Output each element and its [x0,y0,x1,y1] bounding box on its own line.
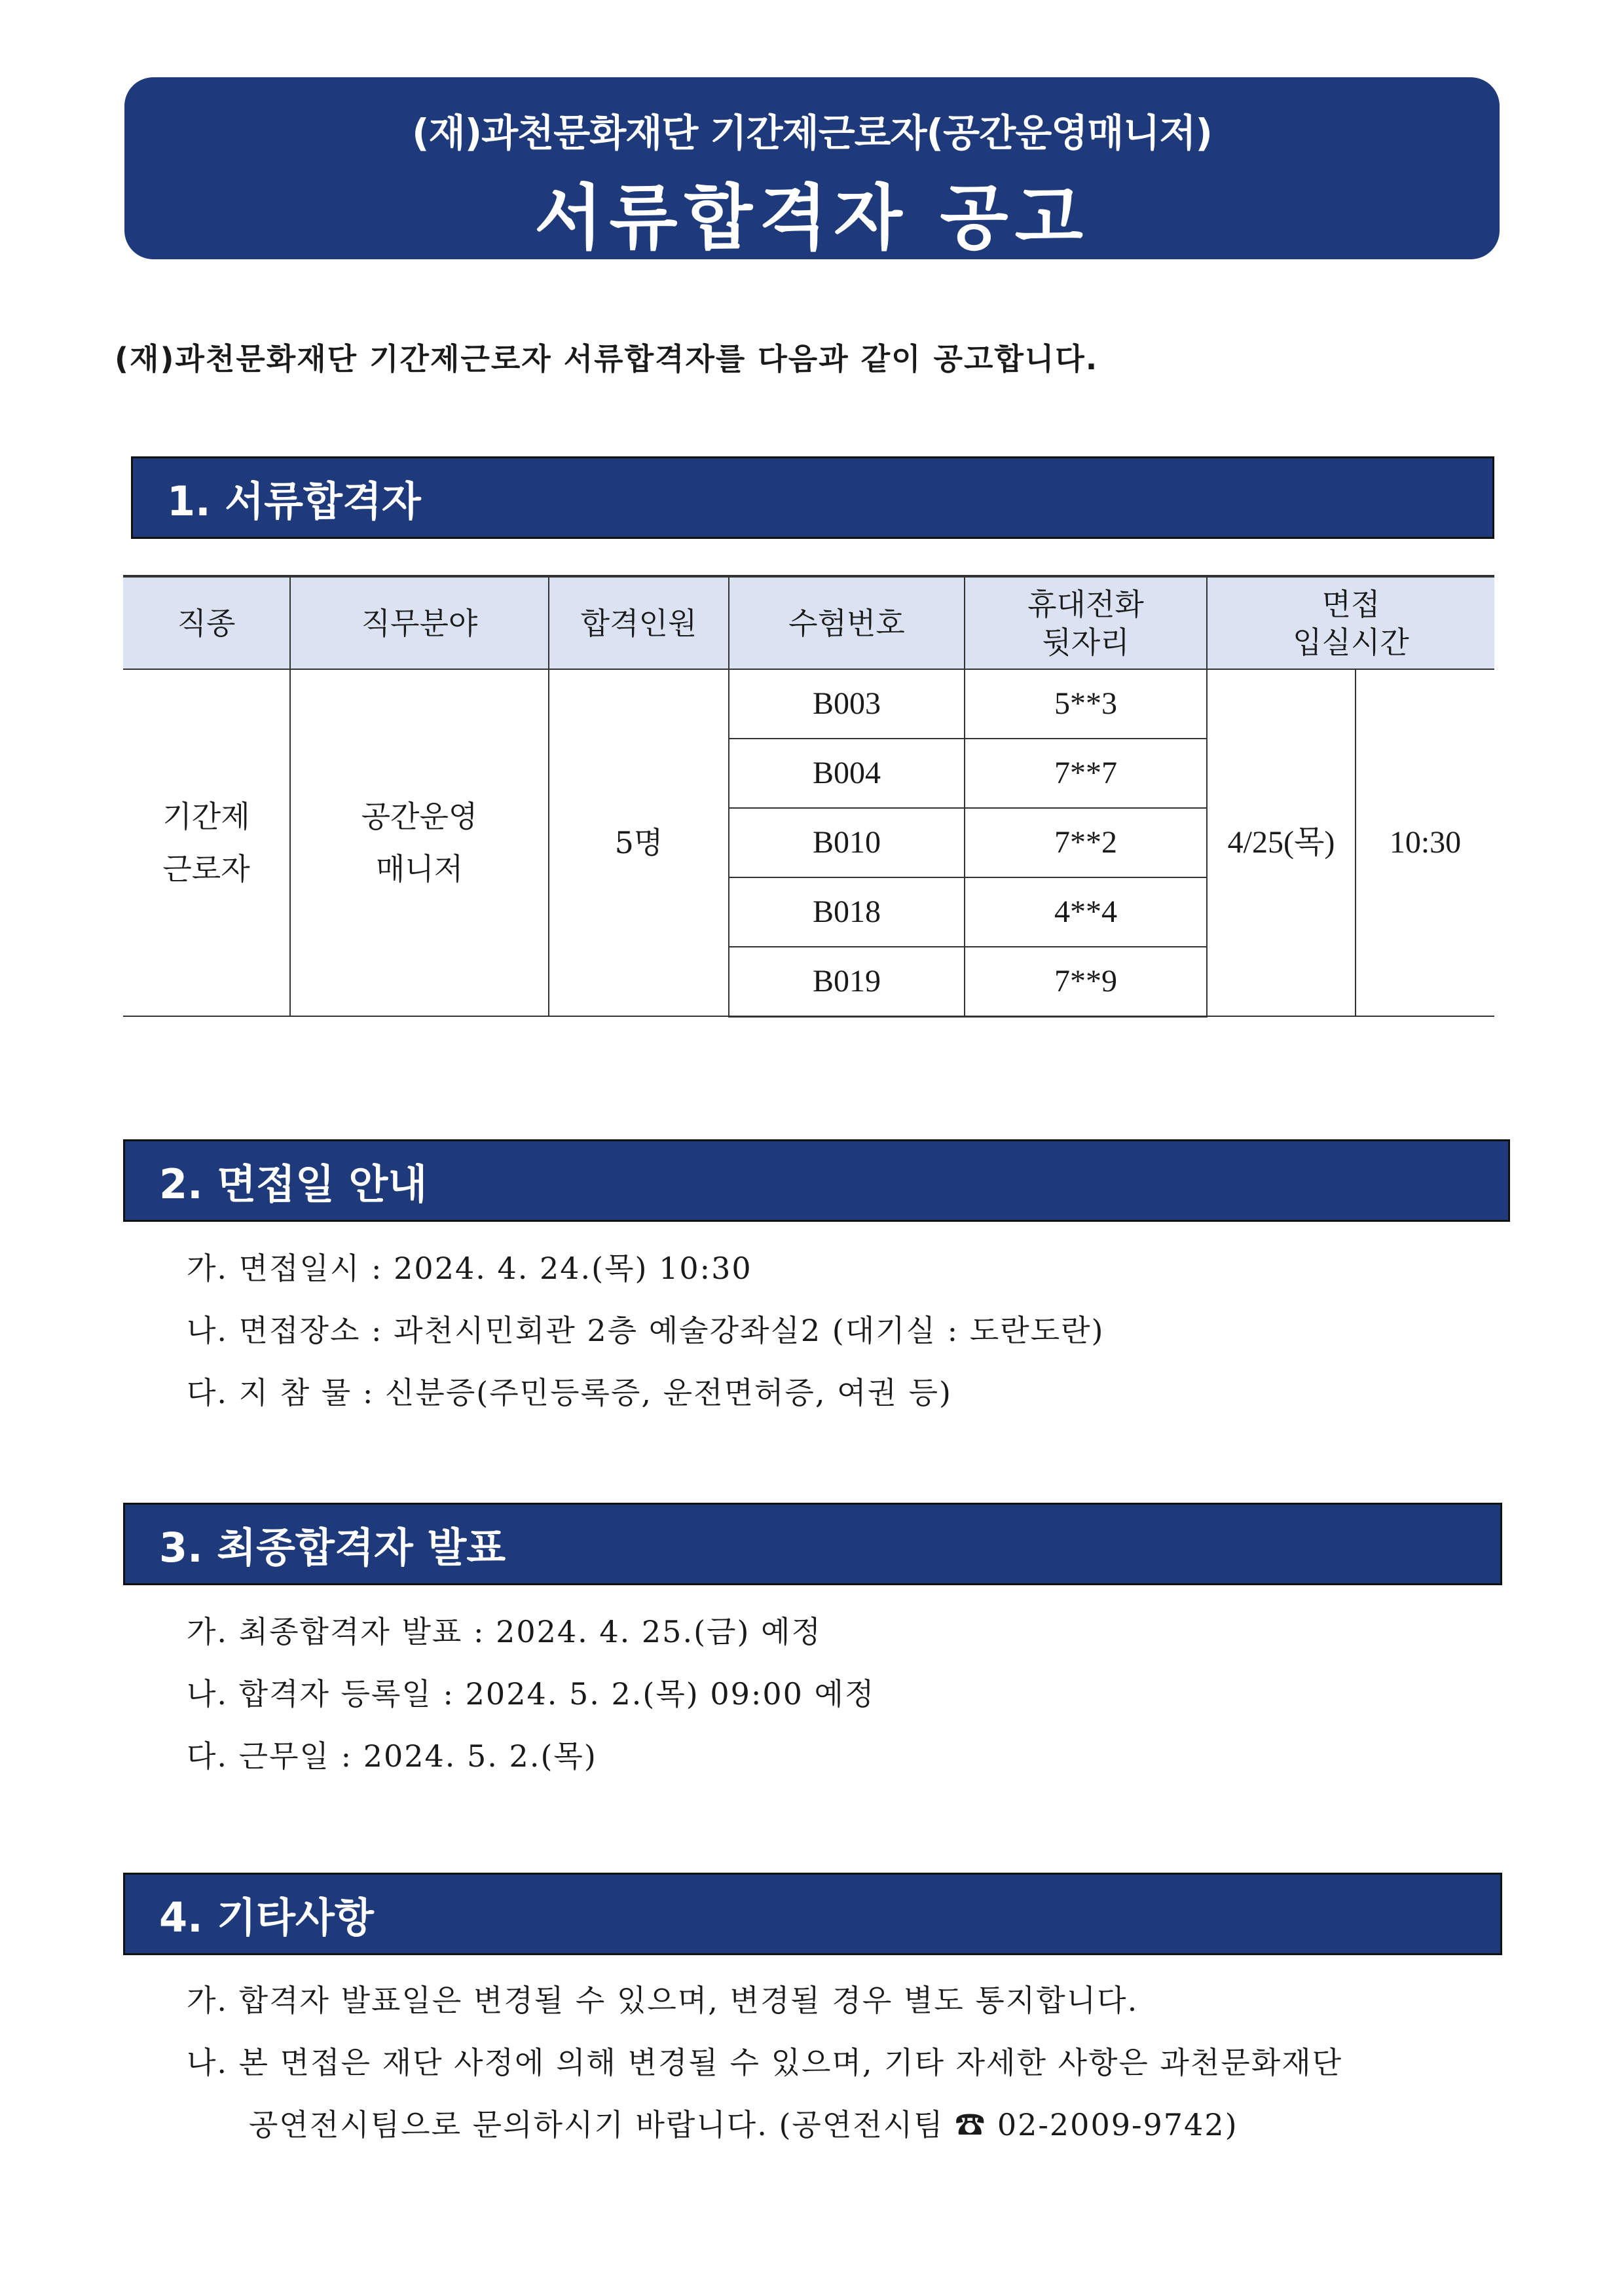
job-field-line2: 매니저 [375,851,464,887]
table-row [123,669,1494,739]
job-type-line2: 근로자 [162,851,250,887]
header-interview-line1: 면접 [1321,586,1380,622]
notice-title: 서류합격자 공고 [534,177,1090,259]
job-field-line1: 공간운영 [361,799,478,834]
list-item: 공연전시팀으로 문의하시기 바랍니다. (공연전시팀 ☎ 02-2009-9742) [249,2107,1238,2142]
header-interview [1207,576,1494,669]
list-item: 다. 지 참 물 : 신분증(주민등록증, 운전면허증, 여권 등) [187,1375,952,1410]
header-job-type: 직종 [123,576,290,669]
notice-subtitle: (재)과천문화재단 기간제근로자(공간운영매니저) [412,111,1212,155]
job-type-line1: 기간제 [162,799,250,834]
exam-number-cell: B018 [729,877,965,947]
interview-info-list [187,1238,1105,1424]
passer-table [123,575,1494,1018]
list-item: 가. 최종합격자 발표 : 2024. 4. 25.(금) 예정 [187,1614,822,1649]
intro-text: (재)과천문화재단 기간제근로자 서류합격자를 다음과 같이 공고합니다. [115,341,1099,376]
notice-title-box [124,77,1500,259]
pass-count-cell: 5명 [549,669,729,1016]
interview-date-cell: 4/25(목) [1207,669,1356,1016]
phone-cell: 7**9 [965,947,1207,1016]
section-1-header [131,456,1494,539]
header-phone [965,576,1207,669]
section-3-header [123,1503,1502,1585]
exam-number-cell: B003 [729,669,965,739]
phone-cell: 5**3 [965,669,1207,739]
header-phone-line2: 뒷자리 [1042,624,1130,660]
section-4-title: 4. 기타사항 [159,1893,374,1941]
header-exam-number: 수험번호 [729,576,965,669]
phone-cell: 7**2 [965,808,1207,877]
section-4-header [123,1873,1502,1955]
list-item: 나. 합격자 등록일 : 2024. 5. 2.(목) 09:00 예정 [187,1676,876,1712]
list-item: 나. 면접장소 : 과천시민회관 2층 예술강좌실2 (대기실 : 도란도란) [187,1313,1105,1348]
interview-time-cell: 10:30 [1356,669,1494,1016]
table-header-row [123,576,1494,669]
list-item: 다. 근무일 : 2024. 5. 2.(목) [187,1738,597,1774]
header-phone-line1: 휴대전화 [1027,586,1144,622]
job-field-cell [290,669,549,1016]
job-type-cell [123,669,290,1016]
phone-cell: 7**7 [965,739,1207,808]
phone-cell: 4**4 [965,877,1207,947]
other-notes-list [187,1970,1342,2156]
header-job-field: 직무분야 [290,576,549,669]
header-interview-line2: 입실시간 [1293,624,1409,660]
section-3-title: 3. 최종합격자 발표 [159,1523,506,1571]
list-item: 가. 면접일시 : 2024. 4. 24.(목) 10:30 [187,1251,752,1286]
list-item: 가. 합격자 발표일은 변경될 수 있으며, 변경될 경우 별도 통지합니다. [187,1983,1139,2018]
exam-number-cell: B019 [729,947,965,1016]
section-2-title: 2. 면접일 안내 [159,1160,428,1208]
final-announcement-list [187,1601,875,1788]
section-2-header [123,1139,1510,1222]
list-item: 나. 본 면접은 재단 사정에 의해 변경될 수 있으며, 기타 자세한 사항은 과천문화재단 [187,2045,1343,2080]
exam-number-cell: B010 [729,808,965,877]
exam-number-cell: B004 [729,739,965,808]
section-1-title: 1. 서류합격자 [167,477,421,525]
header-pass-count: 합격인원 [549,576,729,669]
